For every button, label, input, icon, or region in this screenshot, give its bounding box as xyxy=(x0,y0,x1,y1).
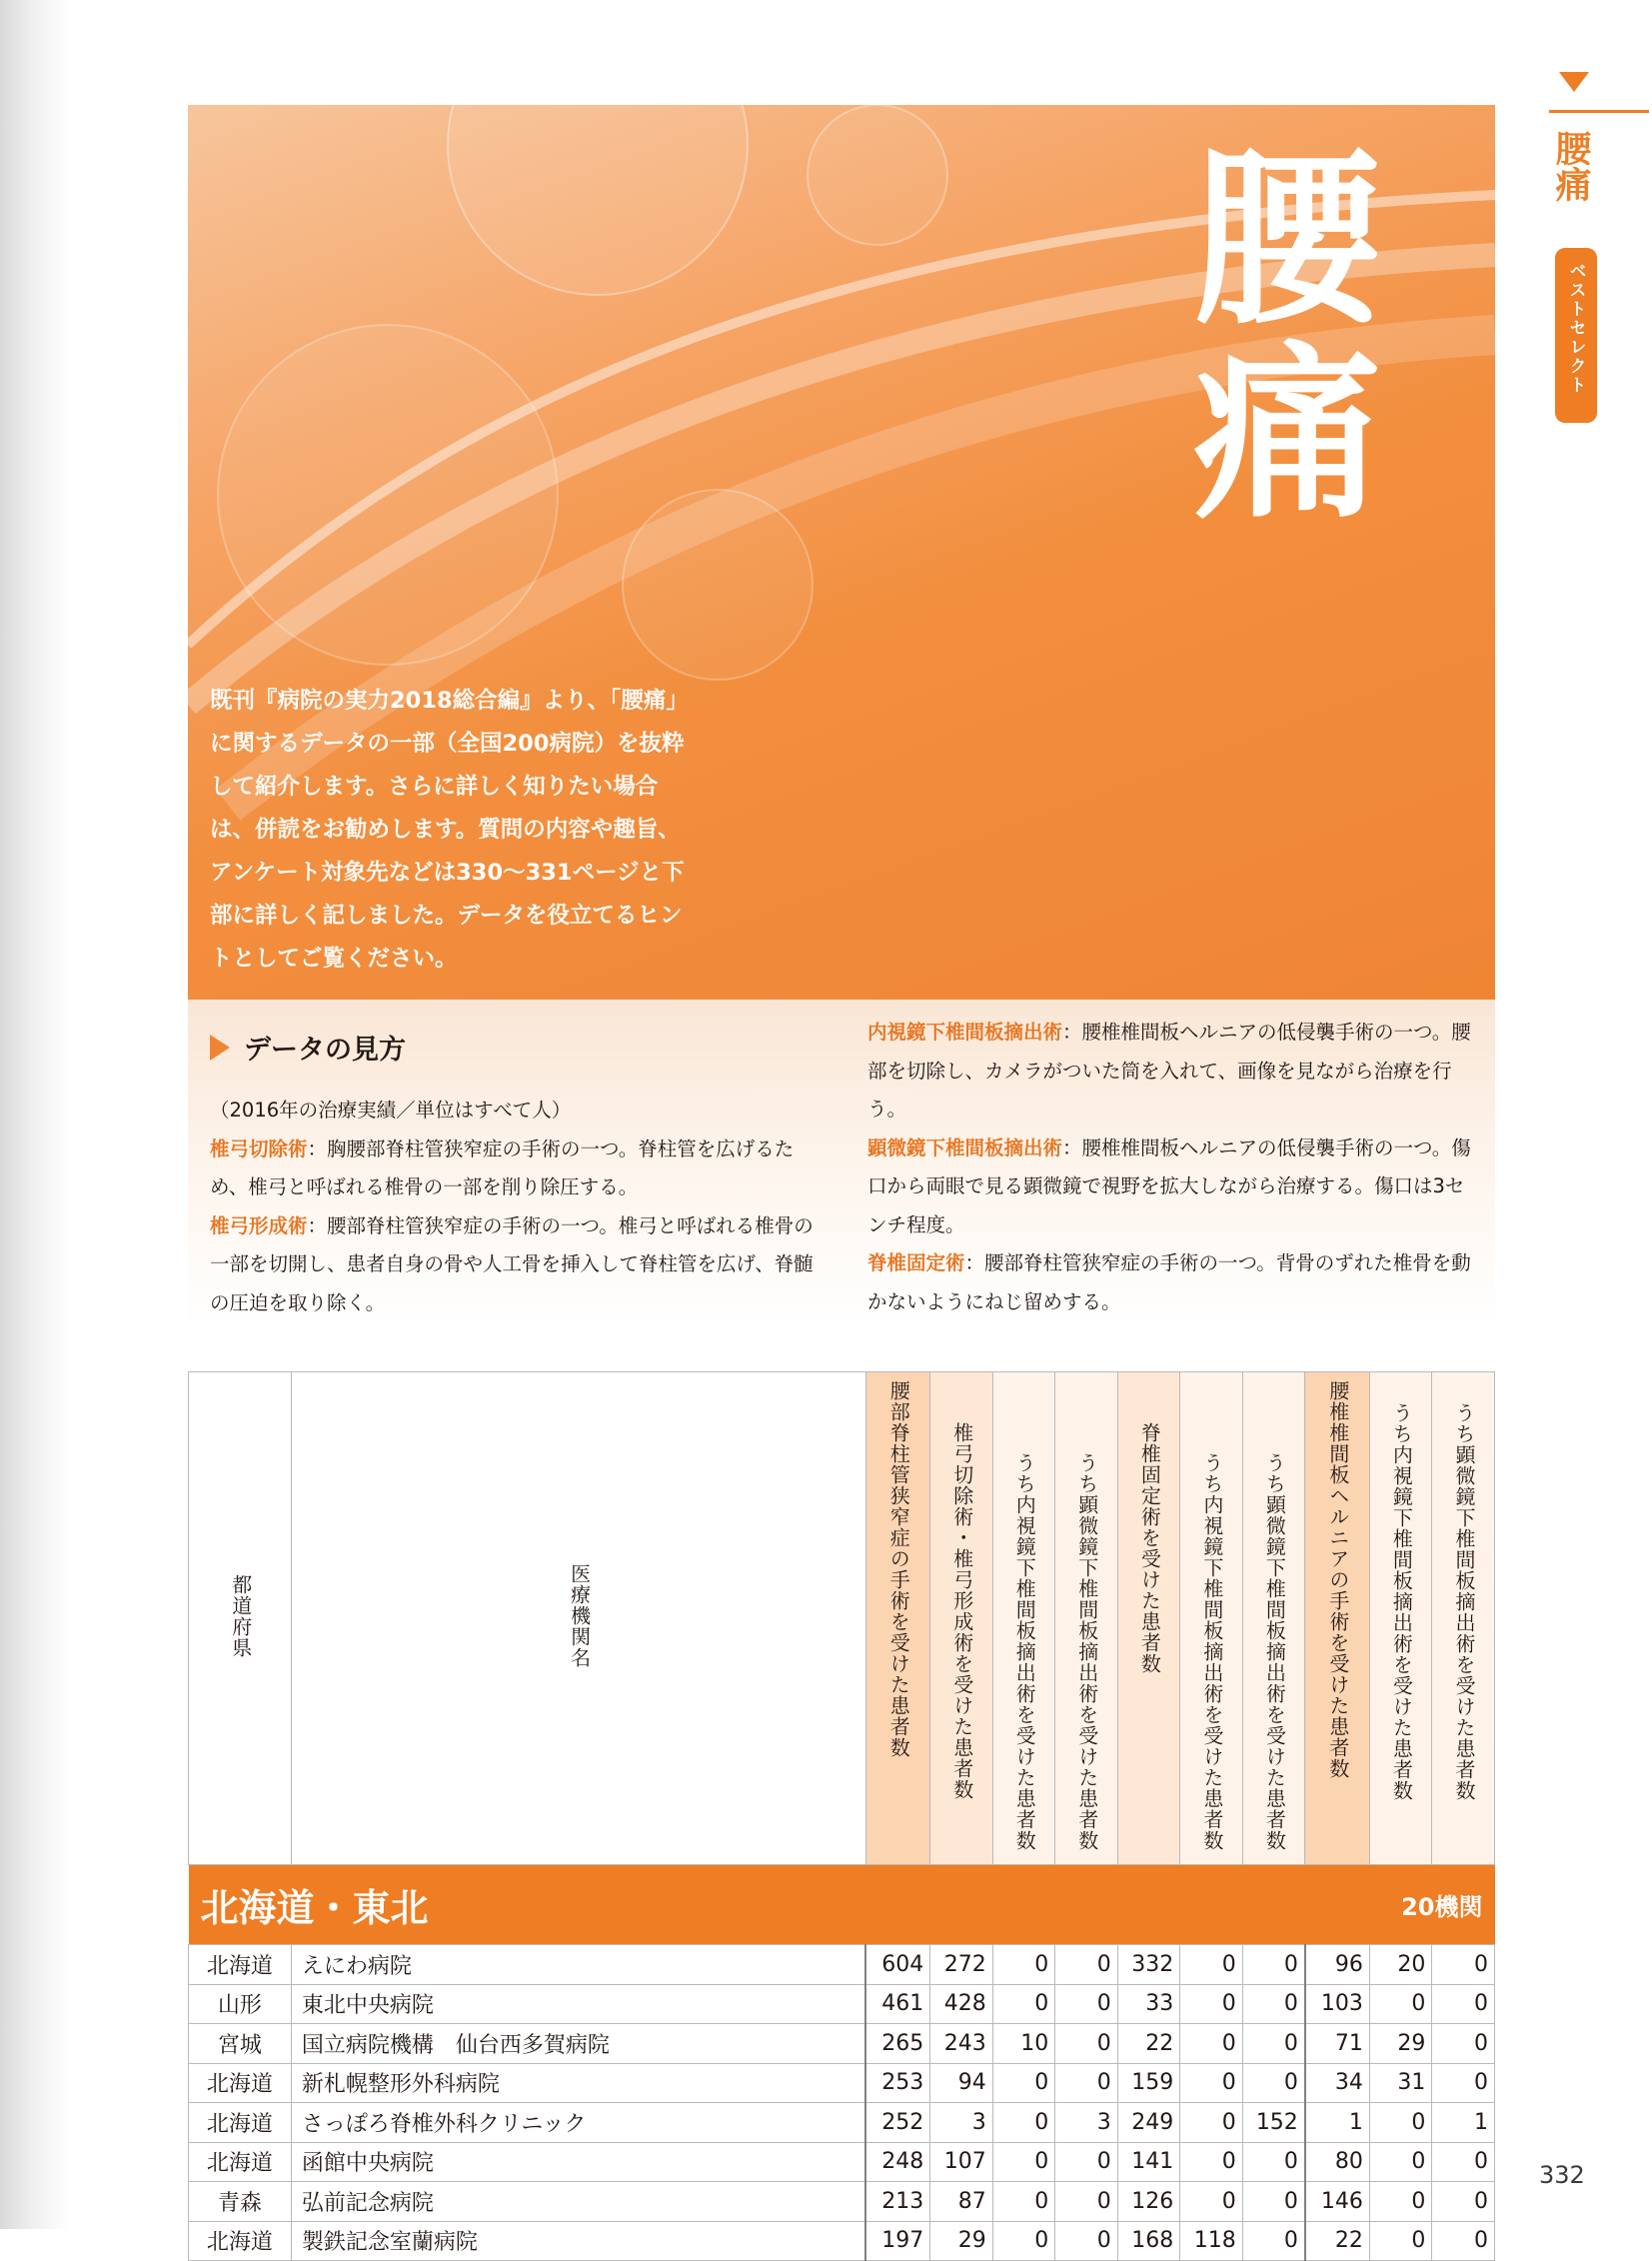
cell-value: 0 xyxy=(1055,2063,1118,2103)
cell-value: 0 xyxy=(1369,2182,1432,2222)
col-header-prefecture: 都道府県 xyxy=(189,1372,292,1865)
cell-institution: 国立病院機構 仙台西多賀病院 xyxy=(291,2024,865,2064)
legend-item xyxy=(867,1251,1471,1313)
table-row xyxy=(189,2103,1495,2143)
col-header-fus-microscopic: うち顕微鏡下椎間板摘出術を受けた患者数 xyxy=(1242,1372,1305,1865)
cell-prefecture: 北海道 xyxy=(189,2103,292,2143)
cell-value: 34 xyxy=(1305,2063,1370,2103)
cell-value: 197 xyxy=(865,2221,930,2261)
cell-value: 0 xyxy=(1180,1984,1243,2024)
cell-value: 0 xyxy=(1432,2024,1495,2064)
legend-item xyxy=(867,1136,1471,1236)
legend-term: 内視鏡下椎間板摘出術 xyxy=(867,1021,1063,1044)
cell-value: 94 xyxy=(930,2063,993,2103)
side-divider xyxy=(1549,110,1649,113)
cell-value: 0 xyxy=(1432,1984,1495,2024)
legend-desc: ：腰部脊柱管狭窄症の手術の一つ。椎弓と呼ばれる椎骨の一部を切開し、患者自身の骨や人工骨を挿入して脊柱管を広げ、脊髄の圧迫を取り除く。 xyxy=(210,1213,814,1314)
unit-note: （2016年の治療実績／単位はすべて人） xyxy=(210,1099,572,1122)
cell-value: 80 xyxy=(1305,2142,1370,2182)
cell-value: 168 xyxy=(1117,2221,1180,2261)
hero-banner xyxy=(188,105,1495,1000)
col-header-her-endoscopic: うち内視鏡下椎間板摘出術を受けた患者数 xyxy=(1369,1372,1432,1865)
cell-value: 0 xyxy=(1432,2182,1495,2222)
cell-value: 249 xyxy=(1117,2103,1180,2143)
cell-value: 0 xyxy=(1055,2221,1118,2261)
cell-value: 0 xyxy=(1180,1945,1243,1985)
cell-prefecture: 北海道 xyxy=(189,2221,292,2261)
cell-value: 0 xyxy=(1369,2103,1432,2143)
cell-prefecture: 北海道 xyxy=(189,1945,292,1985)
cell-value: 0 xyxy=(1180,2024,1243,2064)
cell-value: 0 xyxy=(1055,2182,1118,2222)
cell-institution: えにわ病院 xyxy=(291,1945,865,1985)
col-header-her-microscopic: うち顕微鏡下椎間板摘出術を受けた患者数 xyxy=(1432,1372,1495,1865)
intro-text: 既刊『病院の実力2018総合編』より、「腰痛」に関するデータの一部（全国200病院）を抜粋して紹介します。さらに詳しく知りたい場合は、併読をお勧めします。質問の内容や趣旨、アンケート対象先などは330〜331ページと下部に詳しく記しました。データを役立てるヒントとしてご覧ください。 xyxy=(210,688,689,972)
table-row xyxy=(189,2024,1495,2064)
cell-value: 0 xyxy=(1242,2182,1305,2222)
cell-value: 0 xyxy=(992,2142,1055,2182)
table-row xyxy=(189,2142,1495,2182)
cell-value: 265 xyxy=(865,2024,930,2064)
side-triangle-icon xyxy=(1559,72,1589,92)
cell-prefecture: 青森 xyxy=(189,2182,292,2222)
cell-value: 0 xyxy=(1180,2103,1243,2143)
cell-value: 22 xyxy=(1117,2024,1180,2064)
cell-value: 0 xyxy=(1242,2142,1305,2182)
cell-value: 0 xyxy=(1055,2024,1118,2064)
subtitle-group xyxy=(1379,155,1495,577)
table-row xyxy=(189,2221,1495,2261)
cell-prefecture: 宮城 xyxy=(189,2024,292,2064)
cell-value: 213 xyxy=(865,2182,930,2222)
cell-value: 1 xyxy=(1432,2103,1495,2143)
cell-value: 96 xyxy=(1305,1945,1370,1985)
cell-value: 0 xyxy=(1242,1984,1305,2024)
region-name: 北海道・東北 xyxy=(189,1865,1305,1945)
cell-value: 0 xyxy=(992,1984,1055,2024)
hospital-table-wrap xyxy=(188,1371,1495,2261)
cell-value: 0 xyxy=(1369,2221,1432,2261)
cell-prefecture: 山形 xyxy=(189,1984,292,2024)
table-row xyxy=(189,2063,1495,2103)
table-row xyxy=(189,2182,1495,2222)
cell-institution: 東北中央病院 xyxy=(291,1984,865,2024)
cell-prefecture: 北海道 xyxy=(189,2063,292,2103)
cell-institution: 新札幌整形外科病院 xyxy=(291,2063,865,2103)
legend-heading-text: データの見方 xyxy=(244,1035,406,1066)
cell-value: 0 xyxy=(1432,2063,1495,2103)
legend-desc: ：腰部脊柱管狭窄症の手術の一つ。背骨のずれた椎骨を動かないようにねじ留めする。 xyxy=(867,1251,1471,1313)
cell-value: 3 xyxy=(930,2103,993,2143)
legend-item xyxy=(210,1214,814,1314)
col-header-stenosis-total: 腰部脊柱管狭窄症の手術を受けた患者数 xyxy=(865,1372,930,1865)
cell-value: 1 xyxy=(1305,2103,1370,2143)
table-body xyxy=(189,1945,1495,2261)
cell-value: 243 xyxy=(930,2024,993,2064)
region-count: 20機関 xyxy=(1305,1865,1495,1945)
legend-heading xyxy=(210,1028,406,1067)
page-title: 腰痛 xyxy=(1161,140,1382,528)
cell-value: 0 xyxy=(1055,1984,1118,2024)
region-header-row xyxy=(189,1865,1495,1945)
cell-value: 0 xyxy=(992,2063,1055,2103)
cell-value: 3 xyxy=(1055,2103,1118,2143)
cell-value: 0 xyxy=(1432,1945,1495,1985)
legend-term: 脊椎固定術 xyxy=(867,1251,965,1274)
legend-desc: ：腰椎椎間板ヘルニアの低侵襲手術の一つ。腰部を切除し、カメラがついた筒を入れて、画像を見ながら治療を行う。 xyxy=(867,1021,1471,1121)
cell-value: 146 xyxy=(1305,2182,1370,2222)
legend-term: 椎弓切除術 xyxy=(210,1136,308,1160)
cell-value: 0 xyxy=(1055,1945,1118,1985)
col-header-lam-microscopic: うち顕微鏡下椎間板摘出術を受けた患者数 xyxy=(1055,1372,1118,1865)
cell-value: 0 xyxy=(1242,2221,1305,2261)
cell-prefecture: 北海道 xyxy=(189,2142,292,2182)
col-header-lam-endoscopic: うち内視鏡下椎間板摘出術を受けた患者数 xyxy=(992,1372,1055,1865)
cell-value: 0 xyxy=(1432,2142,1495,2182)
cell-value: 604 xyxy=(865,1945,930,1985)
table-row xyxy=(189,1945,1495,1985)
cell-value: 87 xyxy=(930,2182,993,2222)
cell-value: 0 xyxy=(1242,1945,1305,1985)
cell-value: 103 xyxy=(1305,1984,1370,2024)
cell-value: 31 xyxy=(1369,2063,1432,2103)
cell-value: 20 xyxy=(1369,1945,1432,1985)
triangle-right-icon xyxy=(210,1035,230,1061)
hospital-table xyxy=(188,1371,1495,2261)
cell-value: 107 xyxy=(930,2142,993,2182)
page-spine-shadow xyxy=(0,0,70,2229)
cell-institution: 製鉄記念室蘭病院 xyxy=(291,2221,865,2261)
cell-value: 272 xyxy=(930,1945,993,1985)
cell-value: 253 xyxy=(865,2063,930,2103)
cell-value: 461 xyxy=(865,1984,930,2024)
legend-desc: ：腰椎椎間板ヘルニアの低侵襲手術の一つ。傷口から両眼で見る顕微鏡で視野を拡大しながら治療する。傷口は3センチ程度。 xyxy=(867,1135,1471,1236)
cell-value: 0 xyxy=(1242,2063,1305,2103)
cell-value: 0 xyxy=(1369,2142,1432,2182)
side-tab-label: ベストセレクト xyxy=(1565,262,1586,395)
cell-value: 0 xyxy=(1180,2063,1243,2103)
cell-value: 0 xyxy=(992,2182,1055,2222)
cell-institution: さっぽろ脊椎外科クリニック xyxy=(291,2103,865,2143)
cell-value: 29 xyxy=(930,2221,993,2261)
cell-value: 118 xyxy=(1180,2221,1243,2261)
cell-value: 0 xyxy=(1242,2024,1305,2064)
legend-desc: ：胸腰部脊柱管狭窄症の手術の一つ。脊柱管を広げるため、椎弓と呼ばれる椎骨の一部を削り除圧する。 xyxy=(210,1136,795,1198)
cell-value: 332 xyxy=(1117,1945,1180,1985)
col-header-hernia-total: 腰椎椎間板ヘルニアの手術を受けた患者数 xyxy=(1305,1372,1370,1865)
cell-value: 22 xyxy=(1305,2221,1370,2261)
cell-value: 0 xyxy=(992,1945,1055,1985)
cell-institution: 弘前記念病院 xyxy=(291,2182,865,2222)
cell-value: 252 xyxy=(865,2103,930,2143)
cell-value: 0 xyxy=(1055,2142,1118,2182)
cell-value: 159 xyxy=(1117,2063,1180,2103)
cell-value: 71 xyxy=(1305,2024,1370,2064)
cell-value: 0 xyxy=(992,2221,1055,2261)
cell-value: 33 xyxy=(1117,1984,1180,2024)
legend-term: 椎弓形成術 xyxy=(210,1213,308,1237)
col-header-fusion: 脊椎固定術を受けた患者数 xyxy=(1117,1372,1180,1865)
table-header-row xyxy=(189,1372,1495,1865)
cell-value: 0 xyxy=(1369,1984,1432,2024)
cell-value: 10 xyxy=(992,2024,1055,2064)
table-row xyxy=(189,1984,1495,2024)
cell-value: 0 xyxy=(1432,2221,1495,2261)
cell-value: 428 xyxy=(930,1984,993,2024)
legend-term: 顕微鏡下椎間板摘出術 xyxy=(867,1135,1063,1159)
side-tab-pill xyxy=(1555,248,1597,423)
cell-value: 0 xyxy=(1180,2142,1243,2182)
col-header-institution: 医療機関名 xyxy=(291,1372,865,1865)
legend-item xyxy=(867,1021,1471,1121)
legend-right-column xyxy=(867,1014,1477,1321)
page-number: 332 xyxy=(1539,2161,1585,2189)
side-tab-title: 腰痛 xyxy=(1550,130,1591,202)
legend-item xyxy=(210,1137,794,1199)
cell-value: 126 xyxy=(1117,2182,1180,2222)
col-header-fus-endoscopic: うち内視鏡下椎間板摘出術を受けた患者数 xyxy=(1180,1372,1243,1865)
cell-value: 29 xyxy=(1369,2024,1432,2064)
cell-institution: 函館中央病院 xyxy=(291,2142,865,2182)
legend-left-column xyxy=(210,1092,820,1322)
data-legend-box xyxy=(188,1000,1495,1327)
cell-value: 141 xyxy=(1117,2142,1180,2182)
cell-value: 0 xyxy=(992,2103,1055,2143)
cell-value: 0 xyxy=(1180,2182,1243,2222)
col-header-laminectomy: 椎弓切除術・椎弓形成術を受けた患者数 xyxy=(930,1372,993,1865)
cell-value: 152 xyxy=(1242,2103,1305,2143)
cell-value: 248 xyxy=(865,2142,930,2182)
